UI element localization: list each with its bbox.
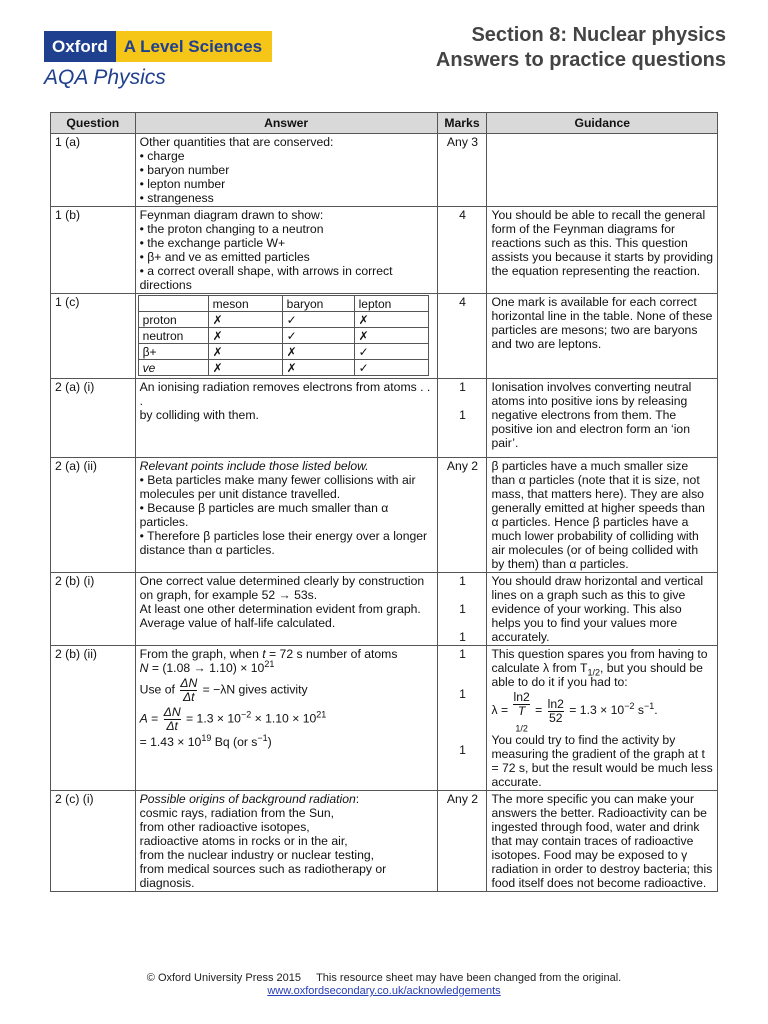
exponent: 21 [264, 658, 275, 669]
guidance-cell: One mark is available for each correct horizontal line in the table. None of these particles are mesons; two are baryons and two are leptons. [487, 294, 718, 379]
marks-cell [437, 646, 487, 791]
copyright-footer: © Oxford University Press 2015 This resource sheet may have been changed from the original. [146, 972, 622, 984]
answer-text: = −λN gives activity [199, 682, 308, 697]
marks-cell: Any 2 [437, 458, 487, 573]
mark-value: 1 [459, 380, 466, 394]
acknowledgements-link[interactable]: www.oxfordsecondary.co.uk/acknowledgements [267, 985, 501, 997]
guidance-cell [487, 134, 718, 207]
fraction-numerator: ΔN [180, 676, 198, 690]
question-cell: 1 (b) [51, 207, 136, 294]
fraction [548, 698, 564, 725]
exponent: −1 [257, 732, 268, 743]
answer-text: ) [267, 735, 272, 749]
answer-line: Other quantities that are conserved: [139, 135, 334, 149]
question-cell: 2 (a) (ii) [51, 458, 136, 573]
answer-equation [140, 677, 434, 704]
fraction-denominator: 52 [548, 710, 563, 725]
fraction [513, 690, 530, 734]
section-subtitle: Answers to practice questions [435, 49, 726, 71]
particle-mark: ✗ [208, 328, 282, 344]
variable-a: A [139, 711, 148, 726]
answers-table [50, 112, 718, 892]
guidance-text: , but you should be able to do it if you had to: [491, 661, 703, 689]
question-cell: 2 (b) (i) [51, 573, 136, 646]
section-heading [436, 23, 726, 73]
variable-t: T [517, 704, 526, 718]
table-row [51, 134, 718, 207]
header-question: Question [51, 113, 136, 134]
fraction-denominator [513, 704, 529, 734]
answer-text: From the graph, when [139, 647, 263, 661]
answer-line: • charge [139, 149, 185, 163]
exponent: −1 [643, 701, 655, 712]
marks-cell: Any 3 [437, 134, 487, 207]
table-row [51, 379, 718, 458]
question-cell: 1 (c) [51, 294, 136, 379]
question-cell: 1 (a) [51, 134, 136, 207]
marks-cell [437, 573, 487, 646]
answer-line: • strangeness [139, 191, 214, 205]
logo-oxford-text: Oxford [44, 31, 116, 62]
guidance-equation: λ = ln2 T $_{1/2}$ = $\frac{\ln 2}{52}$ = $1.3 \times 10^{-2}$ $s^{-1}$. [491, 690, 658, 734]
exponent: −2 [240, 709, 252, 720]
answer-text: = (1.08 → 1.10) × 10 [148, 661, 265, 675]
table-row [51, 646, 718, 791]
question-cell: 2 (b) (ii) [51, 646, 136, 791]
guidance-text: = 1.3 × 10 [569, 703, 625, 718]
variable-t: t [262, 647, 266, 661]
answer-line [139, 658, 434, 675]
marks-cell [437, 379, 487, 458]
answer-line: • baryon number [139, 163, 230, 177]
answer-line: At least one other determination evident from graph. [139, 602, 421, 616]
question-cell: 2 (a) (i) [51, 379, 136, 458]
answer-cell [135, 379, 437, 458]
particle-mark: ✓ [282, 328, 354, 344]
answer-intro [140, 792, 434, 806]
answer-intro-suffix: : [355, 792, 360, 806]
answer-line: • the proton changing to a neutron [139, 222, 324, 236]
answer-cell [135, 294, 437, 379]
header-answer: Answer [135, 113, 437, 134]
mark-value: 1 [459, 743, 466, 757]
mark-value: 1 [459, 408, 466, 422]
answer-line: from the nuclear industry or nuclear testing, [139, 848, 375, 862]
answer-line: cosmic rays, radiation from the Sun, [139, 806, 335, 820]
guidance-cell [487, 646, 718, 791]
answer-line: An ionising radiation removes electrons from atoms . . . [139, 380, 431, 408]
mark-value: 1 [459, 602, 466, 616]
mark-value: 1 [459, 647, 466, 661]
particle-row [138, 312, 428, 328]
particle-header-lepton: lepton [354, 296, 428, 312]
particle-header-baryon: baryon [282, 296, 354, 312]
header-marks: Marks [437, 113, 487, 134]
particle-name: ve [138, 360, 208, 376]
answer-text: = 1.43 × 10 [139, 735, 202, 749]
particle-mark: ✓ [354, 360, 428, 376]
marks-cell: 4 [437, 294, 487, 379]
particle-mark: ✗ [208, 360, 282, 376]
answer-line: radioactive atoms in rocks or in the air, [139, 834, 348, 848]
table-row [51, 294, 718, 379]
particle-mark: ✓ [354, 344, 428, 360]
answer-text: = 72 s number of atoms [265, 647, 398, 661]
table-row [51, 791, 718, 892]
answer-cell [135, 458, 437, 573]
answer-line: Feynman diagram drawn to show: [139, 208, 324, 222]
section-title: Section 8: Nuclear physics [471, 24, 726, 46]
answer-line: Average value of half-life calculated. [139, 616, 336, 630]
exponent: −2 [624, 701, 635, 712]
question-cell: 2 (c) (i) [51, 791, 136, 892]
fraction-numerator: ln2 [547, 696, 564, 711]
table-row [51, 207, 718, 294]
answer-line: • β+ and ve as emitted particles [139, 250, 310, 264]
particle-name: neutron [138, 328, 208, 344]
answer-line: • a correct overall shape, with arrows in correct directions [139, 264, 393, 292]
answer-text: Bq (or s [211, 735, 258, 749]
answer-line [140, 647, 434, 661]
particle-table-header [138, 296, 428, 312]
particle-row [138, 344, 428, 360]
table-header-row [51, 113, 718, 134]
answer-cell [135, 573, 437, 646]
answer-line: from other radioactive isotopes, [139, 820, 310, 834]
exponent: 21 [316, 709, 327, 720]
answer-line: from medical sources such as radiotherapy or diagnosis. [139, 862, 387, 890]
answer-cell [135, 207, 437, 294]
variable-n: N [139, 661, 149, 675]
table-row [51, 458, 718, 573]
particle-mark: ✗ [354, 328, 428, 344]
particle-mark: ✓ [282, 312, 354, 328]
fraction [180, 677, 197, 704]
answer-text: Use of [139, 682, 175, 697]
answer-line: • Beta particles make many fewer collisions with air molecules per unit distance travelled. [139, 473, 416, 501]
answer-intro: Relevant points include those listed below. [139, 459, 369, 473]
answer-line: • the exchange particle W+ [139, 236, 286, 250]
guidance-cell: Ionisation involves converting neutral atoms into positive ions by releasing negative electrons from them. The positive ion and electron form an ‘ion pair’. [487, 379, 718, 458]
answer-line: • Therefore β particles lose their energy over a longer distance than α particles. [139, 529, 428, 557]
subscript: 1/2 [587, 667, 600, 678]
guidance-text: You could try to find the activity by measuring the gradient of the graph at t = 72 s, but the result would be much less accurate. [491, 733, 713, 789]
oxford-logo [44, 31, 272, 62]
guidance-cell: β particles have a much smaller size than α particles (note that it is size, not mass, that matters here). They are also generally emitted at higher speeds than α particles. Hence β particles have a much lower probability of colliding with air molecules (or of being collided with by them) than α particles. [487, 458, 718, 573]
guidance-cell: The more specific you can make your answers the better. Radioactivity can be ingested through food, water and drink that may contain traces of radioactive isotopes. Food may be exposed to γ radiation in order to destroy bacteria; this food itself does not become radioactive. [487, 791, 718, 892]
answer-text: = 1.3 × 10 [182, 711, 241, 726]
particle-header-meson: meson [208, 296, 282, 312]
guidance-cell: You should draw horizontal and vertical lines on a graph such as this to give evidence of your working. This also helps you to find your values more accurately. [487, 573, 718, 646]
mark-value: 1 [459, 574, 466, 588]
answer-cell [135, 646, 437, 791]
answer-cell [135, 791, 437, 892]
answer-line: • Because β particles are much smaller than α particles. [139, 501, 389, 529]
particle-mark: ✗ [208, 344, 282, 360]
subscript: 1/2 [515, 723, 528, 734]
fraction [164, 706, 181, 733]
answer-line: One correct value determined clearly by construction on graph, for example 52 → 53s. [139, 574, 425, 602]
guidance-text: This question spares you from having to calculate λ from T [491, 647, 708, 675]
particle-mark: ✗ [208, 312, 282, 328]
particle-row [138, 360, 428, 376]
particle-name: β+ [138, 344, 208, 360]
exponent: 19 [201, 732, 212, 743]
header-guidance: Guidance [487, 113, 718, 134]
mark-value: 1 [459, 687, 466, 701]
answer-cell [135, 134, 437, 207]
fraction-numerator: ln2 [513, 690, 530, 704]
guidance-text: . [654, 703, 658, 718]
marks-cell: 4 [437, 207, 487, 294]
answer-intro-text: Possible origins of background radiation [139, 792, 356, 806]
particle-mark: ✗ [282, 360, 354, 376]
mark-value: 1 [459, 630, 466, 644]
particle-row [138, 328, 428, 344]
particle-name: proton [138, 312, 208, 328]
particle-mark: ✗ [354, 312, 428, 328]
fraction-denominator: Δt [182, 690, 195, 704]
marks-cell: Any 2 [437, 791, 487, 892]
particle-mark: ✗ [282, 344, 354, 360]
answer-line: • lepton number [139, 177, 226, 191]
fraction-numerator: ΔN [163, 705, 181, 719]
table-row [51, 573, 718, 646]
answer-text: × 1.10 × 10 [251, 711, 317, 726]
answer-equation: A = $\frac{\Delta N}{\Delta t}$ = $1.3 \times 10^{-2} \times 1.10 \times 10^{21}$ [139, 705, 327, 733]
guidance-text: s [634, 703, 644, 718]
answer-line [139, 732, 434, 749]
subject-title: AQA Physics [44, 66, 166, 89]
particle-header-blank [138, 296, 208, 312]
answer-line: by colliding with them. [139, 408, 259, 422]
fraction-denominator: Δt [166, 719, 178, 733]
guidance-cell: You should be able to recall the general form of the Feynman diagrams for reactions such as this. This question assists you because it starts by providing the equation representing the reaction. [487, 207, 718, 294]
footer-link-container [0, 985, 768, 997]
particle-table [138, 295, 429, 376]
logo-sciences-text: A Level Sciences [116, 31, 272, 62]
guidance-text: λ = [491, 703, 509, 718]
